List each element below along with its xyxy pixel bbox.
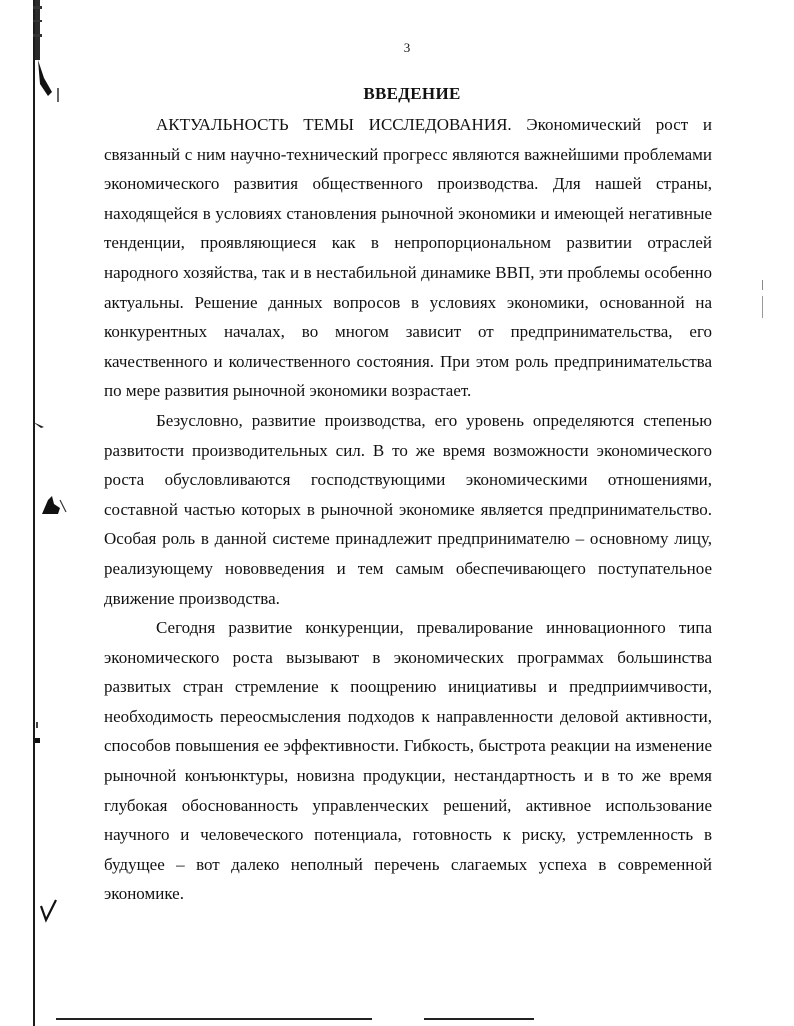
- page-title: ВВЕДЕНИЕ: [363, 84, 461, 103]
- scan-mark-arrow: [32, 420, 46, 430]
- scan-mark-blot: [38, 494, 68, 518]
- scan-mark-check: [38, 898, 60, 924]
- page-number: 3: [403, 40, 411, 55]
- scan-mark-side-right: [760, 280, 766, 320]
- paragraph-1: АКТУАЛЬНОСТЬ ТЕМЫ ИССЛЕДОВАНИЯ. Экономический рост и связанный с ним научно-технический прогресс являются важнейшими проблемами экономического развития общественного производства. Для нашей страны, находящейся в условиях становления рыночной экономики и имеющей негативные тенденции, проявляющиеся как в непропорциональном развитии отраслей народного хозяйства, так и в нестабильной динамике ВВП, эти проблемы особенно актуальны. Решение данных вопросов в условиях экономики, основанной на конкурентных началах, во многом зависит от предпринимательства, его качественного и количественного состояния. При этом роль предпринимательства по мере развития рыночной экономики возрастает.: [104, 115, 712, 401]
- bottom-scan-line-right: [424, 1018, 534, 1020]
- paragraph-3: Сегодня развитие конкуренции, превалирование инновационного типа экономического роста вызывают в экономических программах большинства развитых стран стремление к поощрению инициативы и предприимчивости, необходимость переосмысления подходов к направленности деловой активности, способов повышения ее эффективности. Гибкость, быстрота реакции на изменение рыночной конъюнктуры, новизна продукции, нестандартность и в то же время глубокая обоснованность управленческих решений, активное использование научного и человеческого потенциала, готовность к риску, устремленность в будущее – вот далеко неполный перечень слагаемых успеха в современной экономике.: [104, 618, 712, 904]
- paragraph-2: Безусловно, развитие производства, его уровень определяются степенью развитости производительных сил. В то же время возможности экономического роста обусловливаются господствующими экономическими отношениями, составной частью которых в рыночной экономике является предпринимательство. Особая роль в данной системе принадлежит предпринимателю – основному лицу, реализующему нововведения и тем самым обеспечивающего поступательное движение производства.: [104, 410, 712, 608]
- body-text: [104, 110, 712, 909]
- scan-mark-dot: [32, 720, 44, 748]
- bottom-scan-line-left: [56, 1018, 372, 1020]
- scan-edge-line: [33, 0, 37, 1026]
